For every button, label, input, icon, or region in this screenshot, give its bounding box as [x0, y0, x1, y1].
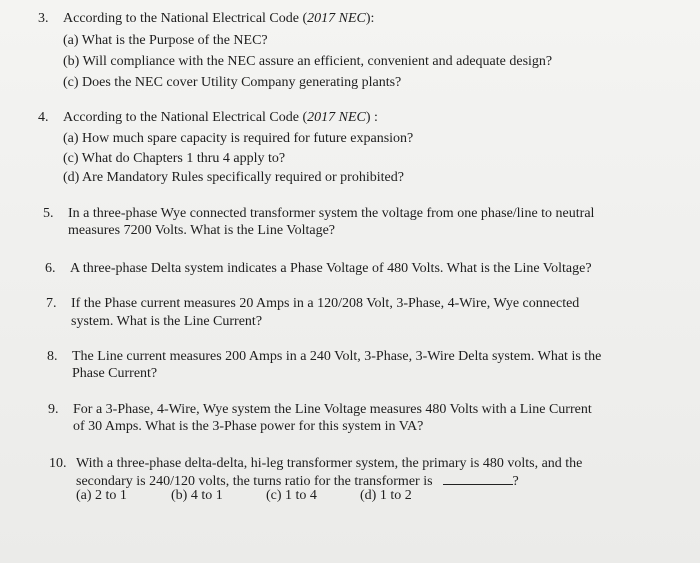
question-line: Phase Current? [72, 366, 158, 381]
question-line: In a three-phase Wye connected transformer system the voltage from one phase/line to neutral [68, 206, 595, 221]
answer-option-a: (a) 2 to 1 [76, 488, 127, 503]
question-number: 9. [48, 402, 59, 417]
blank-suffix: ? [512, 474, 519, 489]
question-part: (a) What is the Purpose of the NEC? [63, 33, 268, 48]
answer-option-c: (c) 1 to 4 [266, 488, 317, 503]
question-line: of 30 Amps. What is the 3-Phase power for this system in VA? [73, 419, 424, 434]
answer-blank [443, 472, 513, 485]
question-stem [63, 110, 378, 126]
stem-suffix: ) : [365, 110, 378, 125]
answer-option-b: (b) 4 to 1 [171, 488, 223, 503]
question-part: (c) What do Chapters 1 thru 4 apply to? [63, 151, 286, 166]
question-number: 8. [47, 349, 58, 364]
question-part: (a) How much spare capacity is required for future expansion? [63, 131, 414, 146]
question-part: (d) Are Mandatory Rules specifically required or prohibited? [63, 170, 404, 185]
question-line-text: secondary is 240/120 volts, the turns ratio for the transformer is [76, 474, 433, 489]
stem-italic: 2017 NEC [307, 11, 366, 26]
question-number: 7. [46, 296, 57, 311]
stem-prefix: According to the National Electrical Code ( [63, 110, 308, 125]
question-number: 4. [38, 110, 49, 125]
question-part: (b) Will compliance with the NEC assure an efficient, convenient and adequate design? [63, 54, 553, 69]
question-line: A three-phase Delta system indicates a Phase Voltage of 480 Volts. What is the Line Voltage? [70, 261, 592, 276]
question-line: If the Phase current measures 20 Amps in a 120/208 Volt, 3-Phase, 4-Wire, Wye connected [71, 296, 580, 311]
question-line: For a 3-Phase, 4-Wire, Wye system the Line Voltage measures 480 Volts with a Line Current [73, 402, 592, 417]
question-number: 10. [49, 456, 67, 471]
question-stem [63, 11, 374, 27]
question-line: measures 7200 Volts. What is the Line Voltage? [68, 223, 336, 238]
stem-italic: 2017 NEC [307, 110, 366, 125]
question-number: 3. [38, 11, 49, 26]
stem-prefix: According to the National Electrical Code ( [63, 11, 308, 26]
question-number: 5. [43, 206, 54, 221]
question-line: system. What is the Line Current? [71, 314, 263, 329]
question-number: 6. [45, 261, 56, 276]
answer-option-d: (d) 1 to 2 [360, 488, 412, 503]
question-line: The Line current measures 200 Amps in a 240 Volt, 3-Phase, 3-Wire Delta system. What is the [72, 349, 602, 364]
question-line: With a three-phase delta-delta, hi-leg transformer system, the primary is 480 volts, and the [76, 456, 583, 471]
question-part: (c) Does the NEC cover Utility Company generating plants? [63, 75, 402, 90]
stem-suffix: ): [365, 11, 375, 26]
